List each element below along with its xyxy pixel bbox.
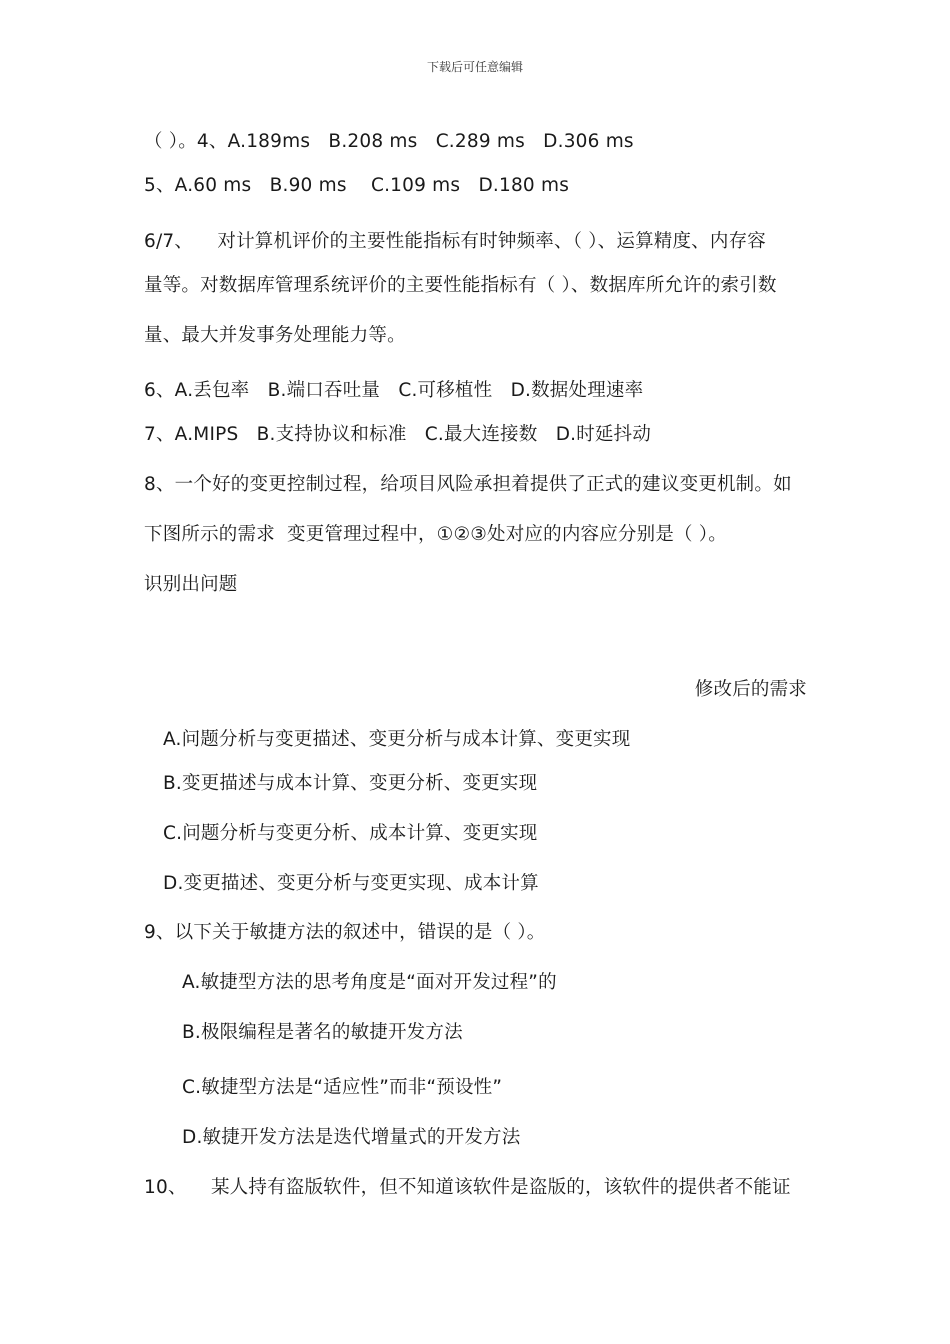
q8-option-b: B.变更描述与成本计算、变更分析、变更实现 [163,773,538,794]
q8-option-d: D.变更描述、变更分析与变更实现、成本计算 [163,873,539,894]
q6-7-stem-line-2: 量等。对数据库管理系统评价的主要性能指标有（ ）、数据库所允许的索引数 [144,275,777,296]
q6-options: 6、A.丢包率 B.端口吞吐量 C.可移植性 D.数据处理速率 [144,380,644,401]
q7-options: 7、A.MIPS B.支持协议和标准 C.最大连接数 D.时延抖动 [144,424,652,445]
q8-option-c: C.问题分析与变更分析、成本计算、变更实现 [163,823,538,844]
q9-stem: 9、以下关于敏捷方法的叙述中，错误的是（ ）。 [144,922,546,943]
q9-option-b: B.极限编程是著名的敏捷开发方法 [182,1022,463,1043]
q5-options: 5、A.60 ms B.90 ms C.109 ms D.180 ms [144,175,570,196]
q8-stem-line-1: 8、一个好的变更控制过程，给项目风险承担着提供了正式的建议变更机制。如 [144,474,792,495]
q9-option-d: D.敏捷开发方法是迭代增量式的开发方法 [182,1127,521,1148]
q8-figure-label-bottom: 修改后的需求 [694,679,807,700]
q8-figure-label-top: 识别出问题 [144,574,238,595]
page-header: 下载后可任意编辑 [426,60,523,74]
q6-7-stem-line-3: 量、最大并发事务处理能力等。 [144,325,406,346]
q8-option-a: A.问题分析与变更描述、变更分析与成本计算、变更实现 [163,729,631,750]
q9-option-a: A.敏捷型方法的思考角度是“面对开发过程”的 [182,972,557,993]
q4-options: （ ）。4、A.189ms B.208 ms C.289 ms D.306 ms [144,131,634,152]
q6-7-stem-line-1: 6/7、 对计算机评价的主要性能指标有时钟频率、（ ）、运算精度、内存容 [144,231,766,252]
q9-option-c: C.敏捷型方法是“适应性”而非“预设性” [182,1077,503,1098]
q10-stem-line-1: 10、 某人持有盗版软件，但不知道该软件是盗版的，该软件的提供者不能证 [144,1177,791,1198]
q8-stem-line-2: 下图所示的需求 变更管理过程中，①②③处对应的内容应分别是（ ）。 [144,524,727,545]
